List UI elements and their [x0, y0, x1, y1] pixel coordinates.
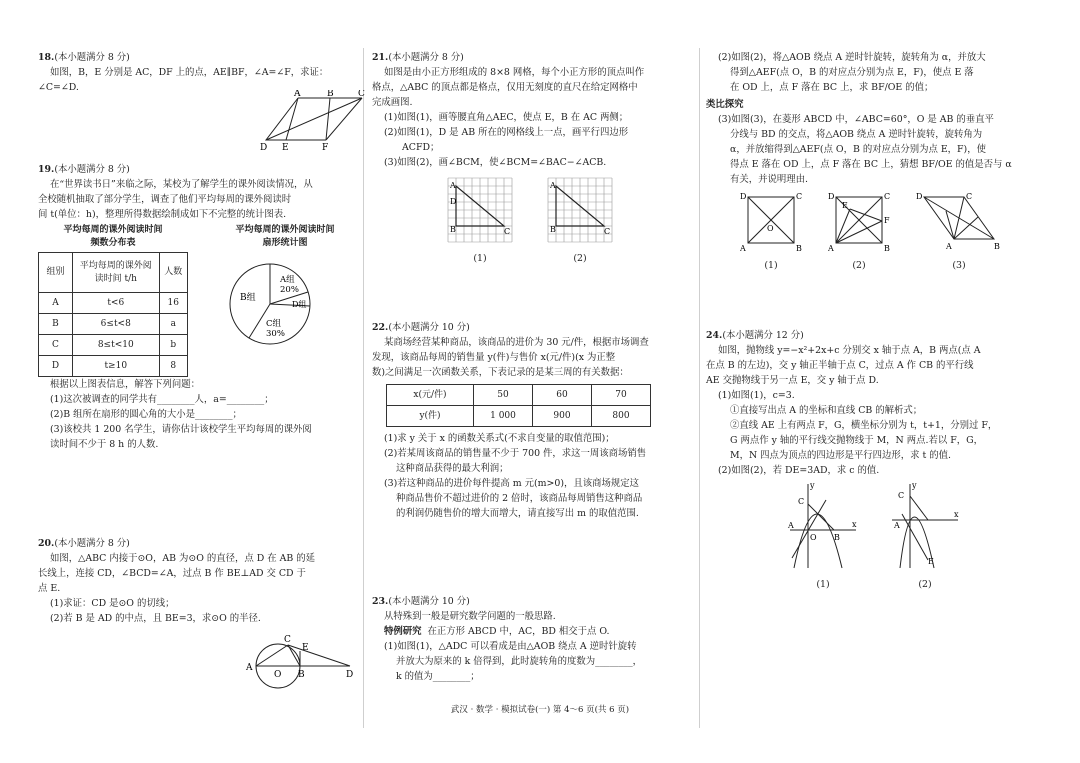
pie-title: 平均每周的课外阅读时间 — [235, 225, 335, 235]
sub-question: 并放大为原来的 k 倍得到，此时旋转角的度数为________， — [396, 656, 643, 667]
fig-label: A — [828, 244, 834, 253]
fig-label: B — [884, 244, 890, 253]
fig-label: E — [928, 557, 934, 566]
fig-label: D — [450, 197, 457, 206]
question-text: 如图，△ABC 内接于⊙O，AB 为⊙O 的直径，点 D 在 AB 的延 — [50, 553, 315, 564]
sub-question: (1)这次被调查的同学共有________人，a=________； — [50, 394, 274, 405]
sub-question: 得到△AEF(点 O，B 的对应点分别为点 E，F)，使点 E 落 — [730, 67, 974, 78]
sub-question: M，N 四点为顶点的四边形是平行四边形，求 t 的值. — [730, 450, 951, 461]
question-number: 24. — [706, 330, 723, 341]
question-text: 如图，B，E 分别是 AC，DF 上的点，AE∥BF，∠A=∠F，求证： — [50, 67, 329, 78]
fig-label: O — [274, 670, 282, 680]
table-cell: A — [39, 293, 73, 314]
question-text: 从特殊到一般是研究数学问题的一般思路. — [384, 611, 556, 622]
sales-table — [386, 384, 651, 427]
table-cell: x(元/件) — [387, 385, 474, 406]
table-cell: t<6 — [72, 293, 159, 314]
pie-label-b: B组 — [240, 293, 256, 303]
sub-question: 读时间不少于 8 h 的人数. — [50, 439, 159, 450]
fig-label: E — [302, 643, 309, 653]
pie-chart — [210, 254, 360, 372]
table-cell: 1 000 — [474, 406, 533, 427]
pie-title: 扇形统计图 — [262, 238, 308, 248]
table-cell: 900 — [533, 406, 592, 427]
fig-label: y — [912, 481, 917, 490]
sub-question: 这种商品获得的最大利润； — [396, 463, 509, 474]
fig-label: C — [604, 227, 611, 236]
table-row — [39, 314, 188, 335]
sub-question: (2)若 B 是 AD 的中点，且 BE=3，求⊙O 的半径. — [50, 613, 261, 624]
question-text: AE 交抛物线于另一点 E，交 y 轴于点 D. — [706, 375, 879, 386]
square-figure-1 — [740, 191, 802, 253]
sub-question: (1)如图(1)，△ADC 可以看成是由△AOB 绕点 A 逆时针旋转 — [384, 641, 637, 652]
question-text: 数)之间满足一次函数关系，下表记录的是某三周的有关数据： — [372, 367, 629, 378]
table-cell: 800 — [592, 406, 651, 427]
fig-label: D — [346, 670, 354, 680]
table-row — [39, 356, 188, 377]
question-text: 间 t(单位：h)，整理所得数据绘制成如下不完整的统计图表. — [38, 209, 287, 220]
square-figure-2 — [828, 191, 890, 253]
table-row — [387, 406, 651, 427]
fig-label: C — [796, 192, 802, 201]
question-number: 18. — [38, 52, 55, 63]
table-cell: b — [159, 335, 187, 356]
sub-question: 得点 E 落在 OD 上，点 F 落在 BC 上，猜想 BF/OE 的值是否与 α — [730, 159, 1012, 170]
fig-label: C — [798, 497, 805, 506]
question-18 — [38, 50, 365, 162]
fig-label: F — [322, 143, 329, 152]
fig-label: A — [894, 521, 900, 530]
fig-label: B — [450, 225, 456, 234]
table-cell: a — [159, 314, 187, 335]
fig-label: C — [898, 491, 905, 500]
parabola-figure-1 — [786, 480, 860, 572]
figure-caption: (1) — [473, 253, 487, 264]
sub-question: ACFD； — [402, 142, 440, 153]
sub-question: (2)如图(1)，D 是 AB 所在的网格线上一点，画平行四边形 — [384, 127, 629, 138]
question-number: 23. — [372, 596, 389, 607]
table-cell: B — [39, 314, 73, 335]
column-divider — [699, 48, 700, 728]
table-row — [387, 385, 651, 406]
question-points: (本小题满分 8 分) — [54, 164, 130, 175]
question-text: 如图，抛物线 y=−x²+2x+c 分别交 x 轴于点 A，B 两点(点 A — [718, 345, 981, 356]
sub-question: (1)如图(1)，画等腰直角△AEC，使点 E，B 在 AC 两侧； — [384, 112, 629, 123]
question-text: 根据以上图表信息，解答下列问题： — [50, 379, 201, 390]
table-header: 组别 — [39, 253, 73, 293]
rhombus-figure-3 — [916, 191, 1002, 253]
table-title: 平均每周的课外阅读时间 — [63, 225, 163, 235]
question-text: 格点，△ABC 的顶点都是格点，仅用无刻度的直尺在给定网格中 — [372, 82, 638, 93]
table-cell: 6≤t<8 — [72, 314, 159, 335]
sub-question: (1)如图(1)，c=3. — [718, 390, 795, 401]
grid-figure-1 — [444, 174, 516, 246]
q20-figure — [238, 632, 358, 692]
question-text: 某商场经营某种商品，该商品的进价为 30 元/件，根据市场调查 — [384, 337, 649, 348]
question-text: 在“世界读书日”来临之际，某校为了解学生的课外阅读情况，从 — [50, 179, 313, 190]
question-text: 在正方形 ABCD 中，AC，BD 相交于点 O. — [427, 626, 610, 637]
sub-question: (1)求证：CD 是⊙O 的切线； — [50, 598, 175, 609]
fig-label: C — [884, 192, 890, 201]
sub-question: (2)如图(2)，若 DE=3AD，求 c 的值. — [718, 465, 880, 476]
fig-label: A — [788, 521, 794, 530]
question-text: 发现，该商品每周的销售量 y(件)与售价 x(元/件)(x 为正整 — [372, 352, 616, 363]
fig-label: B — [298, 670, 305, 680]
question-text: 全校随机抽取了部分学生，调查了他们平均每周的课外阅读时 — [38, 194, 292, 205]
sub-question: ①直接写出点 A 的坐标和直线 CB 的解析式； — [730, 405, 923, 416]
pie-label-c: C组 — [266, 319, 282, 329]
sub-question: 的利润仍随售价的增大而增大，请直接写出 m 的取值范围. — [396, 508, 639, 519]
table-header: 平均每周的课外阅读时间 t/h — [72, 253, 159, 293]
pie-label-c-pct: 30% — [266, 329, 285, 339]
table-cell: D — [39, 356, 73, 377]
fig-label: A — [946, 242, 952, 251]
sub-question: (1)求 y 关于 x 的函数关系式(不求自变量的取值范围)； — [384, 433, 615, 444]
fig-label: C — [358, 90, 365, 99]
column-middle — [372, 50, 694, 684]
question-21 — [372, 50, 694, 320]
fig-label: D — [260, 143, 268, 152]
table-cell: 8≤t<10 — [72, 335, 159, 356]
fig-label: F — [884, 216, 890, 225]
fig-label: A — [740, 244, 746, 253]
fig-label: C — [504, 227, 511, 236]
question-points: (本小题满分 12 分) — [722, 330, 804, 341]
fig-label: y — [810, 481, 815, 490]
question-points: (本小题满分 8 分) — [54, 52, 130, 63]
question-number: 19. — [38, 164, 55, 175]
fig-label: B — [834, 533, 840, 542]
fig-label: D — [828, 192, 835, 201]
fig-label: O — [767, 224, 774, 233]
question-points: (本小题满分 10 分) — [388, 596, 470, 607]
table-cell: 16 — [159, 293, 187, 314]
fig-label: E — [842, 201, 848, 210]
question-22 — [372, 320, 694, 594]
grid-figure-2 — [544, 174, 616, 246]
question-23 — [372, 594, 694, 684]
fig-label: B — [327, 90, 334, 99]
question-20 — [38, 536, 360, 680]
question-text: 如图是由小正方形组成的 8×8 网格，每个小正方形的顶点叫作 — [384, 67, 645, 78]
fig-label: x — [954, 510, 959, 519]
pie-label-d: D组 — [292, 300, 307, 309]
fig-label: A — [246, 663, 253, 673]
fig-label: C — [966, 192, 973, 201]
q18-figure — [250, 90, 370, 152]
question-points: (本小题满分 10 分) — [388, 322, 470, 333]
sub-question: G 两点作 y 轴的平行线交抛物线于 M，N 两点.若以 F，G， — [730, 435, 983, 446]
table-cell: 70 — [592, 385, 651, 406]
column-right — [706, 50, 1044, 592]
fig-label: D — [740, 192, 747, 201]
frequency-table — [38, 252, 188, 377]
fig-label: E — [282, 143, 289, 152]
fig-label: A — [450, 181, 456, 190]
figure-caption: (2) — [918, 579, 932, 590]
question-text: 点 E. — [38, 583, 61, 594]
table-title: 频数分布表 — [90, 238, 136, 248]
fig-label: x — [852, 520, 857, 529]
question-19 — [38, 162, 360, 536]
table-cell: y(件) — [387, 406, 474, 427]
question-24 — [706, 328, 1044, 592]
table-cell: 50 — [474, 385, 533, 406]
sub-question: (3)若这种商品的进价每件提高 m 元(m>0)，且该商场规定这 — [384, 478, 640, 489]
section-heading: 类比探究 — [706, 99, 744, 110]
question-number: 20. — [38, 538, 55, 549]
sub-question: (3)如图(2)，画∠BCM，使∠BCM=∠BAC−∠ACB. — [384, 157, 607, 168]
fig-label: C — [284, 635, 291, 645]
pie-label-a-pct: 20% — [280, 285, 299, 295]
parabola-figure-2 — [888, 480, 962, 572]
sub-question: 在 OD 上，点 F 落在 BC 上，求 BF/OE 的值； — [730, 82, 934, 93]
figure-caption: (1) — [764, 260, 778, 271]
question-text: 在点 B 的左边)，交 y 轴正半轴于点 C，过点 A 作 CB 的平行线 — [706, 360, 974, 371]
sub-question: (3)该校共 1 200 名学生，请你估计该校学生平均每周的课外阅 — [50, 424, 312, 435]
fig-label: D — [916, 192, 923, 201]
figure-caption: (3) — [952, 260, 966, 271]
table-row — [39, 335, 188, 356]
table-cell: C — [39, 335, 73, 356]
figure-caption: (1) — [816, 579, 830, 590]
table-cell: 8 — [159, 356, 187, 377]
fig-label: A — [294, 90, 301, 99]
sub-question: 有关，并说明理由. — [730, 174, 808, 185]
sub-question: (2)如图(2)，将△AOB 绕点 A 逆时针旋转，旋转角为 α，并放大 — [718, 52, 986, 63]
question-23-continued — [706, 50, 1044, 328]
sub-question: (3)如图(3)，在菱形 ABCD 中，∠ABC=60°，O 是 AB 的垂直平 — [718, 114, 994, 125]
figure-caption: (2) — [852, 260, 866, 271]
table-cell: 60 — [533, 385, 592, 406]
sub-question: k 的值为________； — [396, 671, 480, 682]
question-text: 长线上，连接 CD，∠BCD=∠A，过点 B 作 BE⊥AD 交 CD 于 — [38, 568, 306, 579]
table-cell: t≥10 — [72, 356, 159, 377]
sub-question: 种商品售价不超过进价的 2 倍时，该商品每周销售这种商品 — [396, 493, 643, 504]
fig-label: B — [550, 225, 556, 234]
section-heading: 特例研究 — [384, 626, 422, 637]
question-number: 21. — [372, 52, 389, 63]
fig-label: A — [550, 181, 556, 190]
pie-label-a: A组 — [280, 275, 295, 285]
question-text: ∠C=∠D. — [38, 82, 79, 93]
question-points: (本小题满分 8 分) — [54, 538, 130, 549]
page-footer: 武汉 · 数学 · 模拟试卷(一) 第 4～6 页(共 6 页) — [450, 705, 630, 715]
table-row — [39, 293, 188, 314]
fig-label: B — [994, 242, 1000, 251]
sub-question: ②直线 AE 上有两点 F，G，横坐标分别为 t，t+1，分别过 F， — [730, 420, 998, 431]
sub-question: (2)若某周该商品的销售量不少于 700 件，求这一周该商场销售 — [384, 448, 647, 459]
table-header: 人数 — [159, 253, 187, 293]
fig-label: O — [810, 533, 817, 542]
sub-question: 分线与 BD 的交点，将△AOB 绕点 A 逆时针旋转，旋转角为 — [730, 129, 983, 140]
question-text: 完成画图. — [372, 97, 413, 108]
sub-question: (2)B 组所在扇形的圆心角的大小是________； — [50, 409, 242, 420]
question-number: 22. — [372, 322, 389, 333]
figure-caption: (2) — [573, 253, 587, 264]
fig-label: B — [796, 244, 802, 253]
question-points: (本小题满分 8 分) — [388, 52, 464, 63]
sub-question: α，并放缩得到△AEF(点 O，B 的对应点分别为点 E，F)，使 — [730, 144, 986, 155]
column-left — [38, 50, 365, 680]
